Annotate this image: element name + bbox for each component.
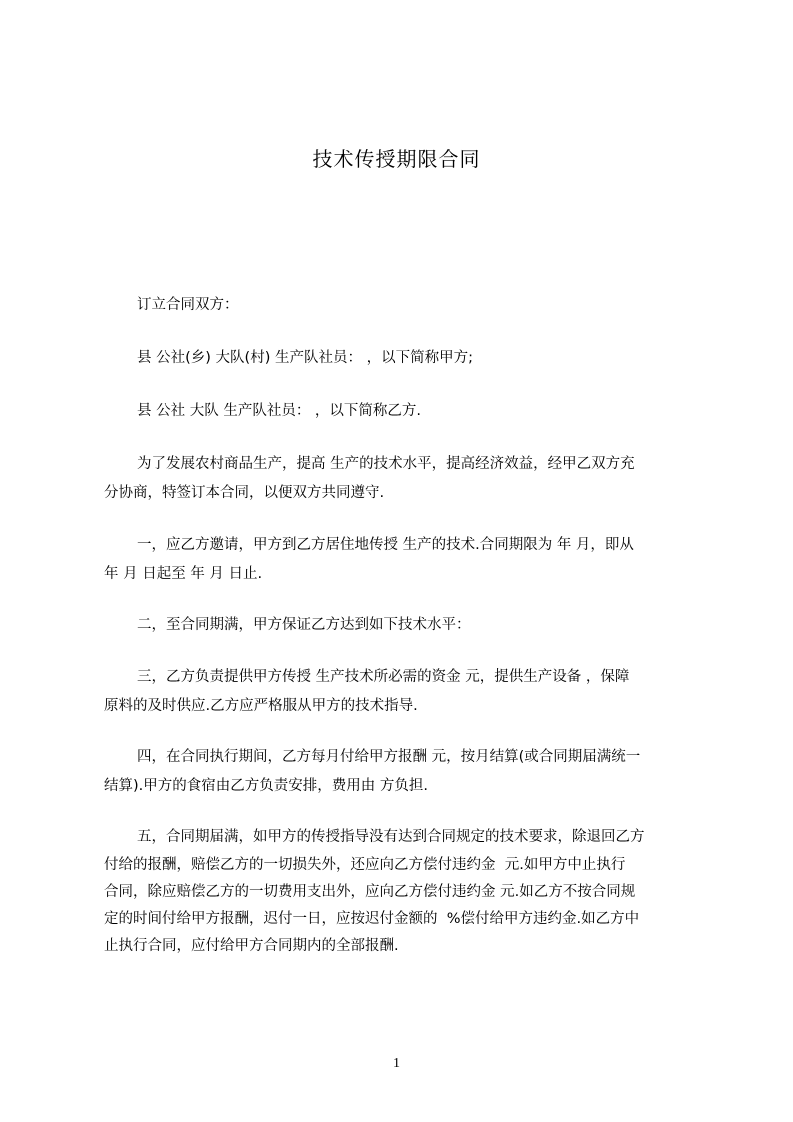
clause-1-line-2: 年 月 日起至 年 月 日止. (104, 566, 263, 582)
document-title: 技术传授期限合同 (312, 147, 481, 171)
intro-line: 订立合同双方： (137, 297, 239, 313)
clause-5-line-1: 五，合同期届满，如甲方的传授指导没有达到合同规定的技术要求，除退回乙方 (137, 829, 645, 845)
clause-5-line-2: 付给的报酬，赔偿乙方的一切损失外，还应向乙方偿付违约金 元.如甲方中止执行 (104, 857, 626, 873)
party-b-line: 县 公社 大队 生产队社员： ，以下简称乙方. (137, 403, 422, 419)
clause-5-line-5: 止执行合同，应付给甲方合同期内的全部报酬. (104, 938, 399, 954)
page-number: 1 (393, 1056, 400, 1071)
clause-1-line-1: 一，应乙方邀请，甲方到乙方居住地传授 生产的技术.合同期限为 年 月，即从 (137, 537, 634, 553)
clause-5-line-3: 合同，除应赔偿乙方的一切费用支出外，应向乙方偿付违约金 元.如乙方不按合同规 (104, 884, 636, 900)
purpose-line-1: 为了发展农村商品生产，提高 生产的技术水平，提高经济效益，经甲乙双方充 (137, 456, 635, 472)
clause-5-line-4: 定的时间付给甲方报酬，迟付一日，应按迟付金额的 %偿付给甲方违约金.如乙方中 (104, 911, 640, 927)
clause-3-line-2: 原料的及时供应.乙方应严格服从甲方的技术指导. (104, 698, 418, 714)
clause-4-line-1: 四，在合同执行期间，乙方每月付给甲方报酬 元，按月结算(或合同期届满统一 (137, 749, 641, 765)
clause-4-line-2: 结算).甲方的食宿由乙方负责安排，费用由 方负担. (104, 778, 428, 794)
party-a-line: 县 公社(乡) 大队(村) 生产队社员： ，以下简称甲方; (137, 350, 473, 366)
clause-2-line: 二，至合同期满，甲方保证乙方达到如下技术水平： (137, 617, 471, 633)
purpose-line-2: 分协商，特签订本合同，以便双方共同遵守. (104, 485, 385, 501)
clause-3-line-1: 三，乙方负责提供甲方传授 生产技术所必需的资金 元，提供生产设备 ，保障 (137, 669, 630, 685)
